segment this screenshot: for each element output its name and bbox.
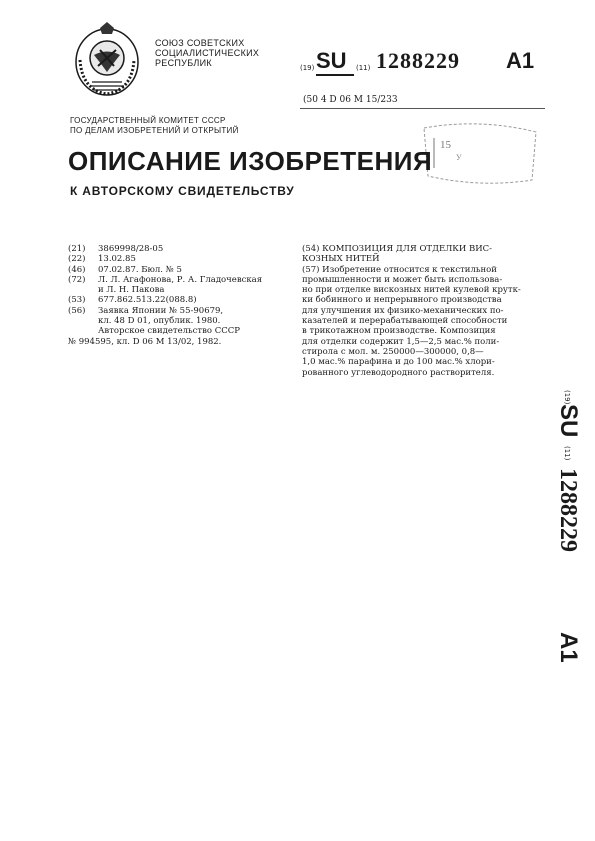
union-name [155, 38, 259, 68]
biblio-row [68, 244, 298, 254]
inid-code: (22) [68, 254, 86, 265]
abstract-line: рованного углеводородного растворителя. [302, 367, 495, 378]
committee-line: ПО ДЕЛАМ ИЗОБРЕТЕНИЙ И ОТКРЫТИЙ [70, 126, 239, 135]
abstract-line: стирола с мол. м. 250000—300000, 0,8— [302, 346, 484, 357]
library-stamp [420, 118, 540, 188]
biblio-row [68, 316, 298, 326]
country-code: SU [316, 48, 347, 73]
committee-line: ГОСУДАРСТВЕННЫЙ КОМИТЕТ СССР [70, 116, 226, 125]
biblio-text: 3869998/28-05 [98, 244, 164, 254]
kind-code: A1 [506, 48, 535, 73]
inid-code: (21) [68, 244, 86, 254]
abstract-line: ки бобинного и непрерывного производства [302, 295, 502, 306]
biblio-row [68, 285, 298, 295]
document-title: ОПИСАНИЕ ИЗОБРЕТЕНИЯ [68, 146, 433, 176]
inid-code [68, 285, 98, 295]
biblio-text: Л. Л. Агафонова, Р. А. Гладочевская [98, 274, 263, 285]
side-inid-code-11: (11) [563, 446, 571, 461]
union-line: РЕСПУБЛИК [155, 58, 212, 68]
biblio-row [68, 295, 298, 305]
union-line: СОЦИАЛИСТИЧЕСКИХ [155, 48, 260, 58]
inid-code: (72) [68, 274, 86, 285]
abstract-line: 1,0 мас.% парафина и до 100 мас.% хлори- [302, 357, 495, 368]
inid-code [68, 326, 76, 336]
abstract-line: казателей и перерабатывающей способности [302, 316, 508, 327]
side-kind-code: A1 [555, 632, 582, 663]
inid-code: (53) [68, 295, 86, 306]
biblio-row [68, 265, 298, 275]
abstract [302, 244, 542, 378]
inid-code-19: (19) [300, 64, 315, 72]
biblio-row [68, 306, 298, 316]
biblio-text: 13.02.85 [98, 254, 136, 265]
biblio-text: Авторское свидетельство СССР [98, 326, 240, 337]
ipc-divider [300, 108, 545, 109]
publication-number: 1288229 [376, 48, 460, 73]
country-underline [316, 74, 354, 76]
inid-code: (46) [68, 264, 86, 275]
biblio-text: и Л. Н. Пакова [98, 285, 165, 296]
ussr-emblem [72, 20, 142, 98]
inid-code: (56) [68, 305, 86, 316]
abstract-line: в трикотажном производстве. Композиция [302, 326, 496, 337]
biblio-text: кл. 48 D 01, опублик. 1980. [98, 316, 221, 327]
abstract-line: (57) Изобретение относится к текстильной [302, 264, 497, 275]
biblio-row [68, 254, 298, 264]
abstract-line: (54) КОМПОЗИЦИЯ ДЛЯ ОТДЕЛКИ ВИС- [302, 244, 493, 254]
ipc-classification: (50 4 D 06 M 15/233 [303, 95, 398, 105]
committee-name [70, 116, 239, 136]
abstract-line: для отделки содержит 1,5—2,5 мас.% поли- [302, 336, 500, 347]
side-country-code: SU [555, 404, 582, 438]
abstract-line: КОЗНЫХ НИТЕЙ [302, 254, 380, 265]
inid-code-11: (11) [356, 64, 371, 72]
stamp-mark: У [456, 153, 462, 162]
biblio-row [68, 275, 298, 285]
abstract-line: для улучшения их физико-механических по- [302, 305, 504, 316]
side-publication-number-text: 1288229 [555, 468, 581, 552]
union-line: СОЮЗ СОВЕТСКИХ [155, 38, 245, 48]
biblio-text: № 994595, кл. D 06 M 13/02, 1982. [68, 336, 222, 347]
abstract-line: промышленности и может быть использова- [302, 274, 503, 285]
stamp-mark: 15 [440, 139, 451, 151]
inid-code [68, 316, 98, 326]
biblio-row [68, 337, 298, 347]
abstract-line: но при отделке вискозных нитей кулевой крутк- [302, 285, 521, 296]
biblio-text: Заявка Японии № 55-90679, [98, 305, 224, 316]
side-publication-number [535, 390, 582, 690]
side-inid-code-19: (19) [563, 390, 571, 405]
biblio-text: 677.862.513.22(088.8) [98, 295, 197, 306]
document-subtitle: К АВТОРСКОМУ СВИДЕТЕЛЬСТВУ [70, 184, 295, 198]
biblio-row [68, 326, 298, 336]
biblio-text: 07.02.87. Бюл. № 5 [98, 264, 182, 275]
bibliographic-data [68, 244, 298, 347]
